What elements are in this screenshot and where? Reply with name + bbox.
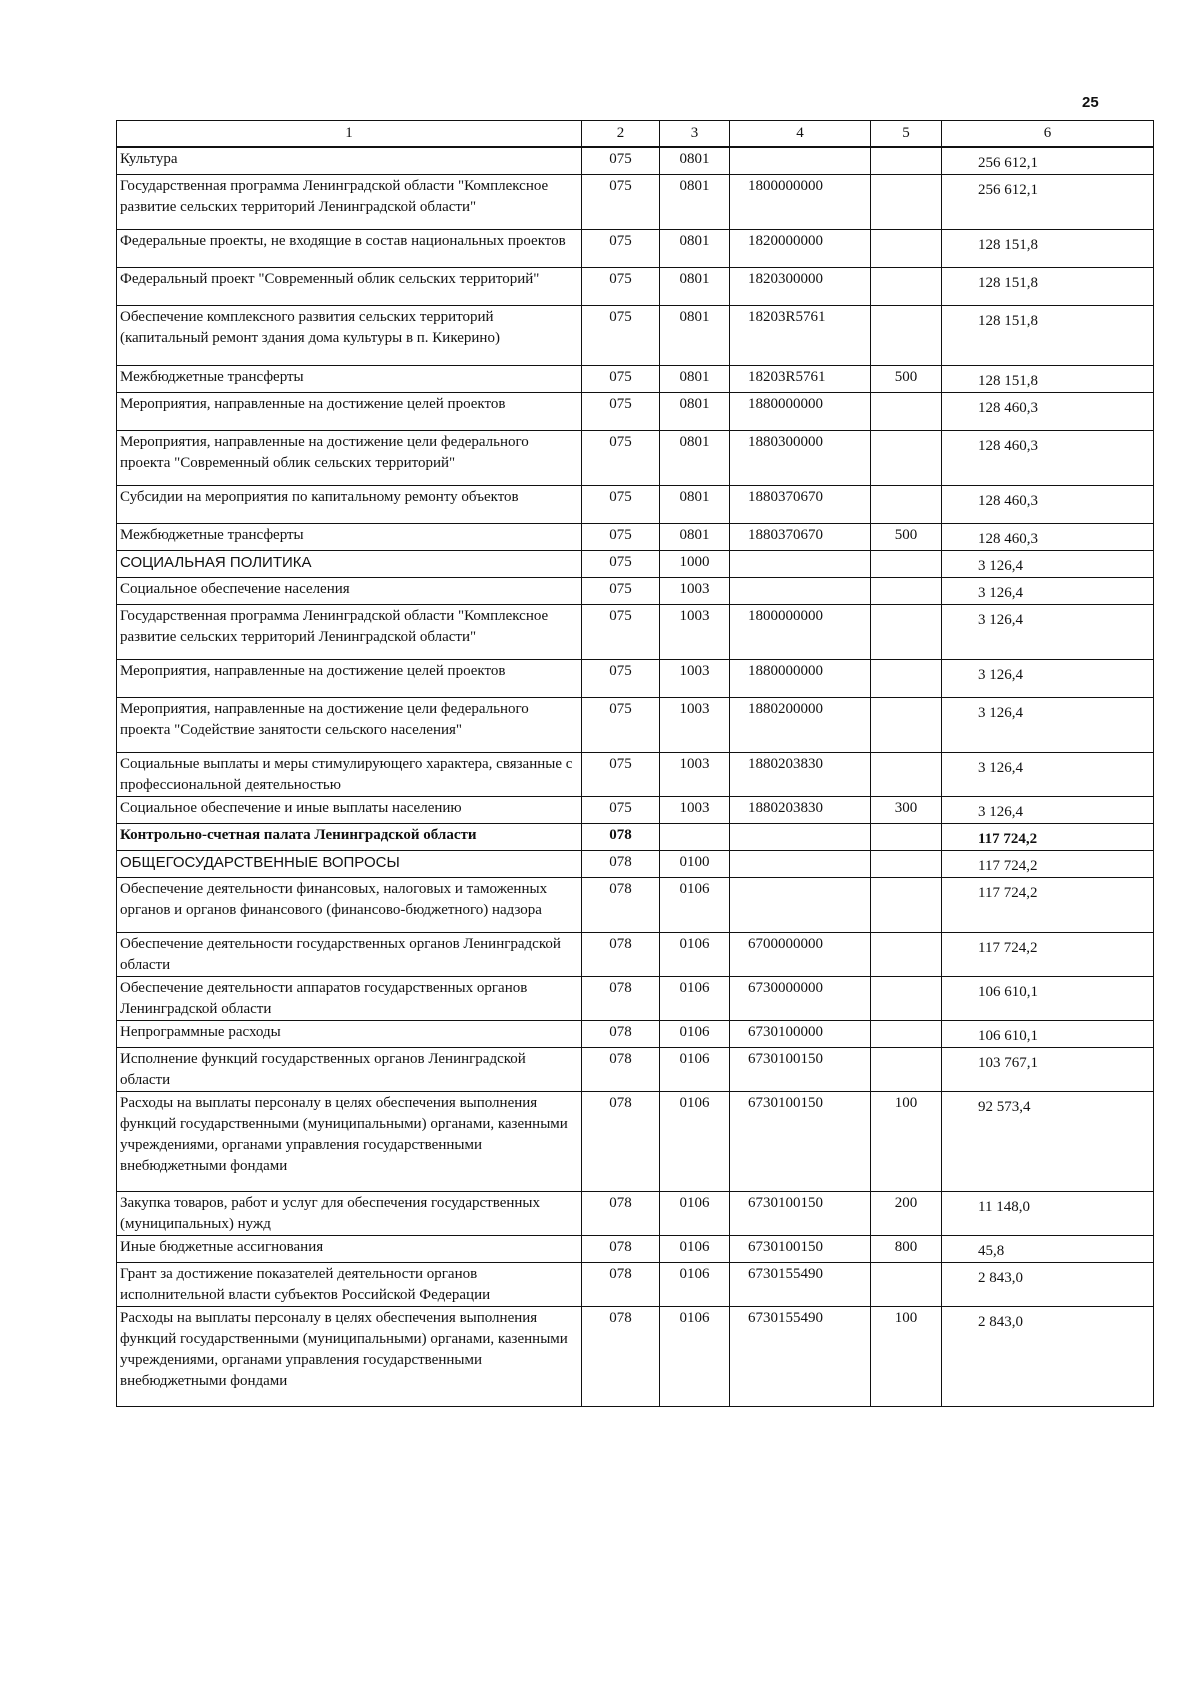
row-expense-type-cell: 300 [871, 797, 942, 824]
row-target-code-cell: 1880000000 [730, 660, 871, 698]
row-target-code-cell: 6730155490 [730, 1263, 871, 1307]
header-col-4: 4 [730, 121, 871, 148]
row-admin-code-cell: 078 [582, 1048, 660, 1092]
table-row [117, 431, 1154, 486]
row-admin-code-cell: 075 [582, 431, 660, 486]
row-target-code-cell: 1820300000 [730, 268, 871, 306]
row-admin-code-cell: 075 [582, 524, 660, 551]
table-row [117, 605, 1154, 660]
row-section-code-cell: 0801 [660, 486, 730, 524]
header-col-6: 6 [942, 121, 1154, 148]
row-amount-cell: 3 126,4 [942, 578, 1154, 605]
row-section-code-cell: 1003 [660, 605, 730, 660]
row-section-code-cell: 1003 [660, 660, 730, 698]
row-section-code-cell: 1000 [660, 551, 730, 578]
row-expense-type-cell [871, 431, 942, 486]
row-name-cell: Мероприятия, направленные на достижение цели федерального проекта "Современный облик сельских территорий" [117, 431, 582, 486]
table-row [117, 1263, 1154, 1307]
table-row [117, 977, 1154, 1021]
row-expense-type-cell [871, 933, 942, 977]
row-target-code-cell: 6730100150 [730, 1048, 871, 1092]
row-amount-cell: 128 151,8 [942, 306, 1154, 366]
row-admin-code-cell: 075 [582, 797, 660, 824]
row-target-code-cell: 6730000000 [730, 977, 871, 1021]
row-target-code-cell [730, 147, 871, 175]
page-number: 25 [1082, 94, 1099, 111]
row-name-cell: Государственная программа Ленинградской области "Комплексное развитие сельских территорий Ленинградской области" [117, 605, 582, 660]
header-col-5: 5 [871, 121, 942, 148]
row-amount-cell: 117 724,2 [942, 824, 1154, 851]
table-row [117, 578, 1154, 605]
row-expense-type-cell: 500 [871, 524, 942, 551]
header-col-2: 2 [582, 121, 660, 148]
row-name-cell: Межбюджетные трансферты [117, 366, 582, 393]
table-row [117, 824, 1154, 851]
row-expense-type-cell: 800 [871, 1236, 942, 1263]
table-row [117, 753, 1154, 797]
table-row [117, 393, 1154, 431]
row-section-code-cell: 1003 [660, 578, 730, 605]
row-name-cell: Непрограммные расходы [117, 1021, 582, 1048]
row-target-code-cell [730, 578, 871, 605]
row-target-code-cell: 6730100150 [730, 1092, 871, 1192]
row-name-cell: Мероприятия, направленные на достижение целей проектов [117, 393, 582, 431]
row-admin-code-cell: 075 [582, 306, 660, 366]
row-admin-code-cell: 078 [582, 1092, 660, 1192]
row-target-code-cell: 6700000000 [730, 933, 871, 977]
row-name-cell: Социальное обеспечение населения [117, 578, 582, 605]
row-admin-code-cell: 075 [582, 660, 660, 698]
row-section-code-cell: 0801 [660, 230, 730, 268]
row-section-code-cell: 1003 [660, 797, 730, 824]
row-section-code-cell: 1003 [660, 753, 730, 797]
row-expense-type-cell [871, 878, 942, 933]
table-row [117, 1192, 1154, 1236]
row-name-cell: Межбюджетные трансферты [117, 524, 582, 551]
row-name-cell: Обеспечение деятельности аппаратов государственных органов Ленинградской области [117, 977, 582, 1021]
row-expense-type-cell: 500 [871, 366, 942, 393]
row-expense-type-cell [871, 268, 942, 306]
row-amount-cell: 256 612,1 [942, 147, 1154, 175]
row-amount-cell: 256 612,1 [942, 175, 1154, 230]
row-admin-code-cell: 075 [582, 605, 660, 660]
row-admin-code-cell: 078 [582, 851, 660, 878]
row-expense-type-cell [871, 977, 942, 1021]
row-target-code-cell: 1880200000 [730, 698, 871, 753]
row-admin-code-cell: 075 [582, 551, 660, 578]
table-row [117, 1048, 1154, 1092]
row-section-code-cell: 0801 [660, 268, 730, 306]
row-target-code-cell: 1800000000 [730, 175, 871, 230]
row-name-cell: Исполнение функций государственных органов Ленинградской области [117, 1048, 582, 1092]
row-target-code-cell [730, 878, 871, 933]
row-expense-type-cell [871, 551, 942, 578]
row-expense-type-cell [871, 698, 942, 753]
row-section-code-cell: 0106 [660, 1192, 730, 1236]
row-name-cell: Мероприятия, направленные на достижение целей проектов [117, 660, 582, 698]
row-section-code-cell: 0106 [660, 1021, 730, 1048]
row-expense-type-cell [871, 660, 942, 698]
row-amount-cell: 3 126,4 [942, 797, 1154, 824]
row-amount-cell: 3 126,4 [942, 698, 1154, 753]
row-section-code-cell: 0801 [660, 431, 730, 486]
table-row [117, 698, 1154, 753]
row-target-code-cell: 1880000000 [730, 393, 871, 431]
row-amount-cell: 45,8 [942, 1236, 1154, 1263]
row-expense-type-cell: 100 [871, 1092, 942, 1192]
row-admin-code-cell: 075 [582, 366, 660, 393]
row-section-code-cell: 0106 [660, 1092, 730, 1192]
row-section-code-cell: 0801 [660, 393, 730, 431]
header-col-3: 3 [660, 121, 730, 148]
row-section-code-cell: 0801 [660, 147, 730, 175]
row-admin-code-cell: 075 [582, 268, 660, 306]
table-row [117, 486, 1154, 524]
row-expense-type-cell [871, 306, 942, 366]
row-expense-type-cell [871, 1263, 942, 1307]
row-name-cell: Социальное обеспечение и иные выплаты населению [117, 797, 582, 824]
row-section-code-cell: 0801 [660, 175, 730, 230]
row-amount-cell: 128 151,8 [942, 366, 1154, 393]
row-section-code-cell: 0106 [660, 977, 730, 1021]
row-target-code-cell: 18203R5761 [730, 366, 871, 393]
row-target-code-cell: 18203R5761 [730, 306, 871, 366]
table-row [117, 797, 1154, 824]
row-admin-code-cell: 078 [582, 977, 660, 1021]
row-name-cell: Культура [117, 147, 582, 175]
row-name-cell: Контрольно-счетная палата Ленинградской области [117, 824, 582, 851]
row-amount-cell: 106 610,1 [942, 1021, 1154, 1048]
budget-table [116, 120, 1154, 1407]
row-name-cell: Расходы на выплаты персоналу в целях обеспечения выполнения функций государственными (муниципальными) органами, казенными учреждениями, органами управления государственными внебюджетными фондами [117, 1092, 582, 1192]
row-section-code-cell: 0801 [660, 524, 730, 551]
row-amount-cell: 128 460,3 [942, 486, 1154, 524]
row-expense-type-cell [871, 147, 942, 175]
row-amount-cell: 3 126,4 [942, 753, 1154, 797]
table-row [117, 147, 1154, 175]
table-row [117, 1021, 1154, 1048]
table-row [117, 933, 1154, 977]
row-target-code-cell: 6730100150 [730, 1236, 871, 1263]
row-amount-cell: 128 460,3 [942, 431, 1154, 486]
row-name-cell: СОЦИАЛЬНАЯ ПОЛИТИКА [117, 551, 582, 578]
table-row [117, 306, 1154, 366]
table-row [117, 268, 1154, 306]
row-admin-code-cell: 075 [582, 230, 660, 268]
row-expense-type-cell [871, 753, 942, 797]
row-expense-type-cell: 100 [871, 1307, 942, 1407]
row-expense-type-cell [871, 824, 942, 851]
row-name-cell: Расходы на выплаты персоналу в целях обеспечения выполнения функций государственными (муниципальными) органами, казенными учреждениями, органами управления государственными внебюджетными фондами [117, 1307, 582, 1407]
table-row [117, 851, 1154, 878]
row-expense-type-cell [871, 393, 942, 431]
row-name-cell: Субсидии на мероприятия по капитальному ремонту объектов [117, 486, 582, 524]
row-admin-code-cell: 075 [582, 486, 660, 524]
row-expense-type-cell [871, 1021, 942, 1048]
row-admin-code-cell: 075 [582, 175, 660, 230]
row-name-cell: Иные бюджетные ассигнования [117, 1236, 582, 1263]
row-target-code-cell: 1880203830 [730, 797, 871, 824]
row-amount-cell: 3 126,4 [942, 660, 1154, 698]
table-row [117, 878, 1154, 933]
row-amount-cell: 2 843,0 [942, 1263, 1154, 1307]
row-target-code-cell: 1820000000 [730, 230, 871, 268]
row-section-code-cell [660, 824, 730, 851]
row-expense-type-cell [871, 578, 942, 605]
row-amount-cell: 2 843,0 [942, 1307, 1154, 1407]
row-name-cell: Федеральный проект "Современный облик сельских территорий" [117, 268, 582, 306]
row-amount-cell: 106 610,1 [942, 977, 1154, 1021]
row-section-code-cell: 0801 [660, 366, 730, 393]
row-name-cell: Государственная программа Ленинградской области "Комплексное развитие сельских территорий Ленинградской области" [117, 175, 582, 230]
row-amount-cell: 117 724,2 [942, 933, 1154, 977]
row-target-code-cell: 6730100150 [730, 1192, 871, 1236]
table-row [117, 524, 1154, 551]
row-admin-code-cell: 078 [582, 933, 660, 977]
row-name-cell: Закупка товаров, работ и услуг для обеспечения государственных (муниципальных) нужд [117, 1192, 582, 1236]
row-name-cell: Грант за достижение показателей деятельности органов исполнительной власти субъектов Российской Федерации [117, 1263, 582, 1307]
row-name-cell: ОБЩЕГОСУДАРСТВЕННЫЕ ВОПРОСЫ [117, 851, 582, 878]
row-expense-type-cell [871, 230, 942, 268]
row-target-code-cell [730, 851, 871, 878]
table-row [117, 1236, 1154, 1263]
row-section-code-cell: 0100 [660, 851, 730, 878]
row-name-cell: Мероприятия, направленные на достижение цели федерального проекта "Содействие занятости сельского населения" [117, 698, 582, 753]
table-header-row [117, 121, 1154, 148]
row-target-code-cell [730, 551, 871, 578]
row-target-code-cell: 1880370670 [730, 486, 871, 524]
row-expense-type-cell [871, 486, 942, 524]
row-amount-cell: 117 724,2 [942, 878, 1154, 933]
row-admin-code-cell: 075 [582, 147, 660, 175]
row-target-code-cell: 1880203830 [730, 753, 871, 797]
row-name-cell: Обеспечение комплексного развития сельских территорий (капитальный ремонт здания дома культуры в п. Кикерино) [117, 306, 582, 366]
row-target-code-cell: 1880300000 [730, 431, 871, 486]
row-expense-type-cell [871, 605, 942, 660]
table-row [117, 366, 1154, 393]
row-section-code-cell: 0106 [660, 933, 730, 977]
row-target-code-cell: 1880370670 [730, 524, 871, 551]
row-amount-cell: 3 126,4 [942, 551, 1154, 578]
row-section-code-cell: 1003 [660, 698, 730, 753]
row-admin-code-cell: 075 [582, 393, 660, 431]
table-row [117, 660, 1154, 698]
row-admin-code-cell: 075 [582, 578, 660, 605]
row-amount-cell: 128 151,8 [942, 268, 1154, 306]
row-amount-cell: 11 148,0 [942, 1192, 1154, 1236]
table-row [117, 1307, 1154, 1407]
row-section-code-cell: 0106 [660, 1048, 730, 1092]
row-expense-type-cell [871, 175, 942, 230]
row-admin-code-cell: 075 [582, 698, 660, 753]
row-amount-cell: 117 724,2 [942, 851, 1154, 878]
table-row [117, 230, 1154, 268]
table-row [117, 551, 1154, 578]
row-admin-code-cell: 078 [582, 824, 660, 851]
row-amount-cell: 103 767,1 [942, 1048, 1154, 1092]
row-section-code-cell: 0106 [660, 1263, 730, 1307]
row-section-code-cell: 0106 [660, 1236, 730, 1263]
row-amount-cell: 92 573,4 [942, 1092, 1154, 1192]
row-target-code-cell: 6730100000 [730, 1021, 871, 1048]
row-expense-type-cell [871, 851, 942, 878]
table-row [117, 1092, 1154, 1192]
row-name-cell: Обеспечение деятельности государственных органов Ленинградской области [117, 933, 582, 977]
table-body [117, 147, 1154, 1407]
row-section-code-cell: 0106 [660, 1307, 730, 1407]
table-row [117, 175, 1154, 230]
header-col-1: 1 [117, 121, 582, 148]
row-admin-code-cell: 078 [582, 878, 660, 933]
row-target-code-cell: 6730155490 [730, 1307, 871, 1407]
row-admin-code-cell: 078 [582, 1021, 660, 1048]
row-expense-type-cell: 200 [871, 1192, 942, 1236]
row-target-code-cell: 1800000000 [730, 605, 871, 660]
row-amount-cell: 128 460,3 [942, 524, 1154, 551]
row-admin-code-cell: 075 [582, 753, 660, 797]
row-expense-type-cell [871, 1048, 942, 1092]
row-target-code-cell [730, 824, 871, 851]
row-amount-cell: 128 460,3 [942, 393, 1154, 431]
row-admin-code-cell: 078 [582, 1236, 660, 1263]
row-admin-code-cell: 078 [582, 1192, 660, 1236]
row-name-cell: Социальные выплаты и меры стимулирующего характера, связанные с профессиональной деятельностью [117, 753, 582, 797]
row-name-cell: Обеспечение деятельности финансовых, налоговых и таможенных органов и органов финансового (финансово-бюджетного) надзора [117, 878, 582, 933]
row-amount-cell: 128 151,8 [942, 230, 1154, 268]
row-admin-code-cell: 078 [582, 1307, 660, 1407]
row-amount-cell: 3 126,4 [942, 605, 1154, 660]
row-admin-code-cell: 078 [582, 1263, 660, 1307]
row-section-code-cell: 0106 [660, 878, 730, 933]
row-section-code-cell: 0801 [660, 306, 730, 366]
row-name-cell: Федеральные проекты, не входящие в состав национальных проектов [117, 230, 582, 268]
